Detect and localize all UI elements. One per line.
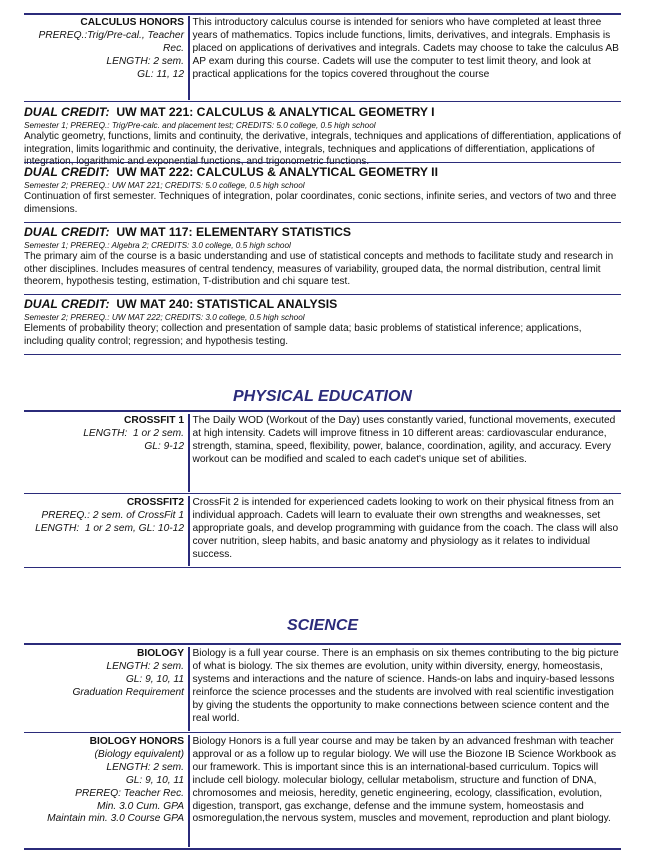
course-description: Biology is a full year course. There is an emphasis on six themes contributing to the big picture of what is biology. The six themes are evolution, unity within diversity, energy, homeostasis, systems and interactions and the nature of science. Hands-on labs and inquiry-based lessons reinforce the science processes and the students are involved with real scientific investigation by giving the students the opportunity to make connections between science content and the real world.: [192, 648, 619, 724]
row-rule: [24, 732, 621, 733]
prereq-value: 2 sem. of CrossFit 1: [92, 509, 184, 521]
dual-credit-desc: Elements of probability theory; collection and presentation of sample data; basic problems of statistical inference; applications, including quality control; regression; and hypothesis testing.: [24, 323, 582, 347]
dual-credit-title: UW MAT 221: CALCULUS & ANALYTICAL GEOMETRY I: [116, 105, 435, 119]
course-row-biology-honors: [24, 735, 621, 847]
dual-credit-meta: Semester 2; PREREQ.: UW MAT 222; CREDITS: 3.0 college, 0.5 high school: [24, 313, 305, 322]
course-name: BIOLOGY: [137, 648, 184, 659]
prereq-value: PREREQ: Teacher Rec.: [75, 787, 184, 799]
row-rule: [24, 222, 621, 223]
course-name: CROSSFIT 1: [123, 415, 184, 426]
gpa-requirement: Maintain min. 3.0 Course GPA: [47, 813, 184, 825]
course-description: The Daily WOD (Workout of the Day) uses constantly varied, functional movements, executed at high intensity. Cadets will improve fitness in 10 different areas: cardiovascular endurance, strength, stamina, speed, flexibility, power, balance, coordination, agility, and accuracy. Every workout can be modified and scaled to each cadet's unique set of abilities.: [192, 415, 616, 465]
row-rule: [24, 493, 621, 494]
dual-credit-prefix: DUAL CREDIT:: [24, 105, 110, 119]
course-description: Biology Honors is a full year course and may be taken by an advanced freshman with teacher approval or as a follow up to regular biology. We will use the Biozone IB Science Workbook as our framework. This is important since this is an international-based curriculum. Topics will include cell biology. molecular biology, cellular metabolism, structure and function of DNA, chromosomes and meiosis, heredity, genetic engineering, ecology, classification, evolution, digestion, transport, gas exchange, defense and the immune system, homeostasis and osmoregulation,the nervous system, muscles and movement, reproduction and plant biology.: [192, 736, 617, 825]
course-info: [24, 414, 188, 492]
length-value: 1 or 2 sem.: [133, 427, 184, 439]
course-equivalent: (Biology equivalent): [94, 748, 184, 760]
dual-credit-prefix: DUAL CREDIT:: [24, 297, 110, 311]
bottom-rule: [24, 848, 621, 850]
dual-credit-title: UW MAT 117: ELEMENTARY STATISTICS: [116, 225, 352, 239]
dual-credit-mat-117: [24, 225, 621, 289]
row-rule: [24, 162, 621, 163]
length-label: LENGTH:: [83, 427, 128, 439]
dual-credit-desc: The primary aim of the course is a basic understanding and use of statistical concepts and methods to facilitate study and research in other disciplines. Includes measures of central tendency, measures of variability, grouped data, the normal distribution, central limit theorem, hypothesis testing, estimation, T-distribution and chi square test.: [24, 251, 614, 288]
length-label: LENGTH:: [106, 761, 151, 773]
prereq-label: PREREQ.:: [41, 509, 90, 521]
length-label: LENGTH:: [106, 55, 151, 67]
grade-level: GL: 9-12: [144, 440, 184, 452]
course-description: This introductory calculus course is intended for seniors who have completed at least three years of mathematics. Topics include functions, limits, derivatives, and integrals. Emphasis is placed on applications of derivatives and integrals. Cadets may choose to take the calculus AB AP exam during this course. Cadets will use the computer to test limit theory, and look at practical applications for the topics covered throughout the course: [192, 17, 619, 80]
section-rule: [24, 410, 621, 412]
row-rule: [24, 294, 621, 295]
course-name: CROSSFIT2: [126, 497, 184, 508]
course-row-biology: [24, 647, 621, 731]
dual-credit-mat-222: [24, 165, 621, 216]
grade-level: GL: 9, 10, 11: [125, 673, 184, 685]
prereq-value: Trig/Pre-cal., Teacher Rec.: [87, 29, 184, 54]
dual-credit-meta: Semester 1; PREREQ.: Algebra 2; CREDITS: 3.0 college, 0.5 high school: [24, 241, 291, 250]
graduation-requirement: Graduation Requirement: [72, 686, 184, 698]
dual-credit-meta: Semester 1; PREREQ.: Trig/Pre-calc. and placement test; CREDITS: 5.0 college, 0.5 high school: [24, 121, 376, 130]
section-title-science: SCIENCE: [286, 617, 359, 634]
length-label: LENGTH:: [35, 522, 80, 534]
course-row-crossfit-1: [24, 414, 621, 492]
length-value: 1 or 2 sem, GL: 10-12: [84, 522, 184, 534]
course-name: CALCULUS HONORS: [80, 17, 184, 28]
section-title-physical-education: PHYSICAL EDUCATION: [233, 388, 412, 405]
dual-credit-mat-221: [24, 105, 621, 169]
dual-credit-desc: Analytic geometry, functions, limits and continuity, the derivative, integrals, techniques and applications of differentiation, applications of integration, limits logarithmic and continuity, the derivative, integrals, techniques and applications of differentiation, applications of integration, logarithmic and exponential functions, and trigonometric functions.: [24, 131, 622, 168]
dual-credit-meta: Semester 2; PREREQ.: UW MAT 221; CREDITS: 5.0 college, 0.5 high school: [24, 181, 305, 190]
course-description: CrossFit 2 is intended for experienced cadets looking to work on their physical fitness from an individual approach. Cadets will learn to evaluate their own strengths and weaknesses, set appropriate goals, and develop programming with guidance from the coach. The class will also cover nutrition, sleep habits, and basic anatomy and physiology as it relates to individual success.: [192, 497, 619, 560]
length-value: 2 sem.: [153, 660, 184, 672]
dual-credit-mat-240: [24, 297, 621, 348]
row-rule: [24, 567, 621, 568]
dual-credit-prefix: DUAL CREDIT:: [24, 225, 110, 239]
length-label: LENGTH:: [106, 660, 151, 672]
row-rule: [24, 101, 621, 102]
row-rule: [24, 354, 621, 355]
length-value: 2 sem.: [153, 761, 184, 773]
dual-credit-desc: Continuation of first semester. Techniques of integration, polar coordinates, conic sections, infinite series, and vectors of two and three dimensions.: [24, 191, 617, 215]
gpa-requirement: Min. 3.0 Cum. GPA: [97, 800, 184, 812]
course-info: [24, 16, 188, 100]
course-info: [24, 647, 188, 731]
top-rule: [24, 13, 621, 15]
course-info: [24, 735, 188, 847]
course-info: [24, 496, 188, 566]
dual-credit-prefix: DUAL CREDIT:: [24, 165, 110, 179]
prereq-label: PREREQ.:: [38, 29, 88, 41]
length-value: 2 sem.: [153, 55, 184, 67]
grade-level: GL: 9, 10, 11: [125, 774, 184, 786]
course-row-crossfit-2: [24, 496, 621, 566]
course-name: BIOLOGY HONORS: [89, 736, 184, 747]
dual-credit-title: UW MAT 240: STATISTICAL ANALYSIS: [116, 297, 338, 311]
section-rule: [24, 643, 621, 645]
grade-level: GL: 11, 12: [137, 68, 184, 80]
course-row-calculus-honors: [24, 16, 621, 100]
dual-credit-title: UW MAT 222: CALCULUS & ANALYTICAL GEOMETRY II: [116, 165, 438, 179]
